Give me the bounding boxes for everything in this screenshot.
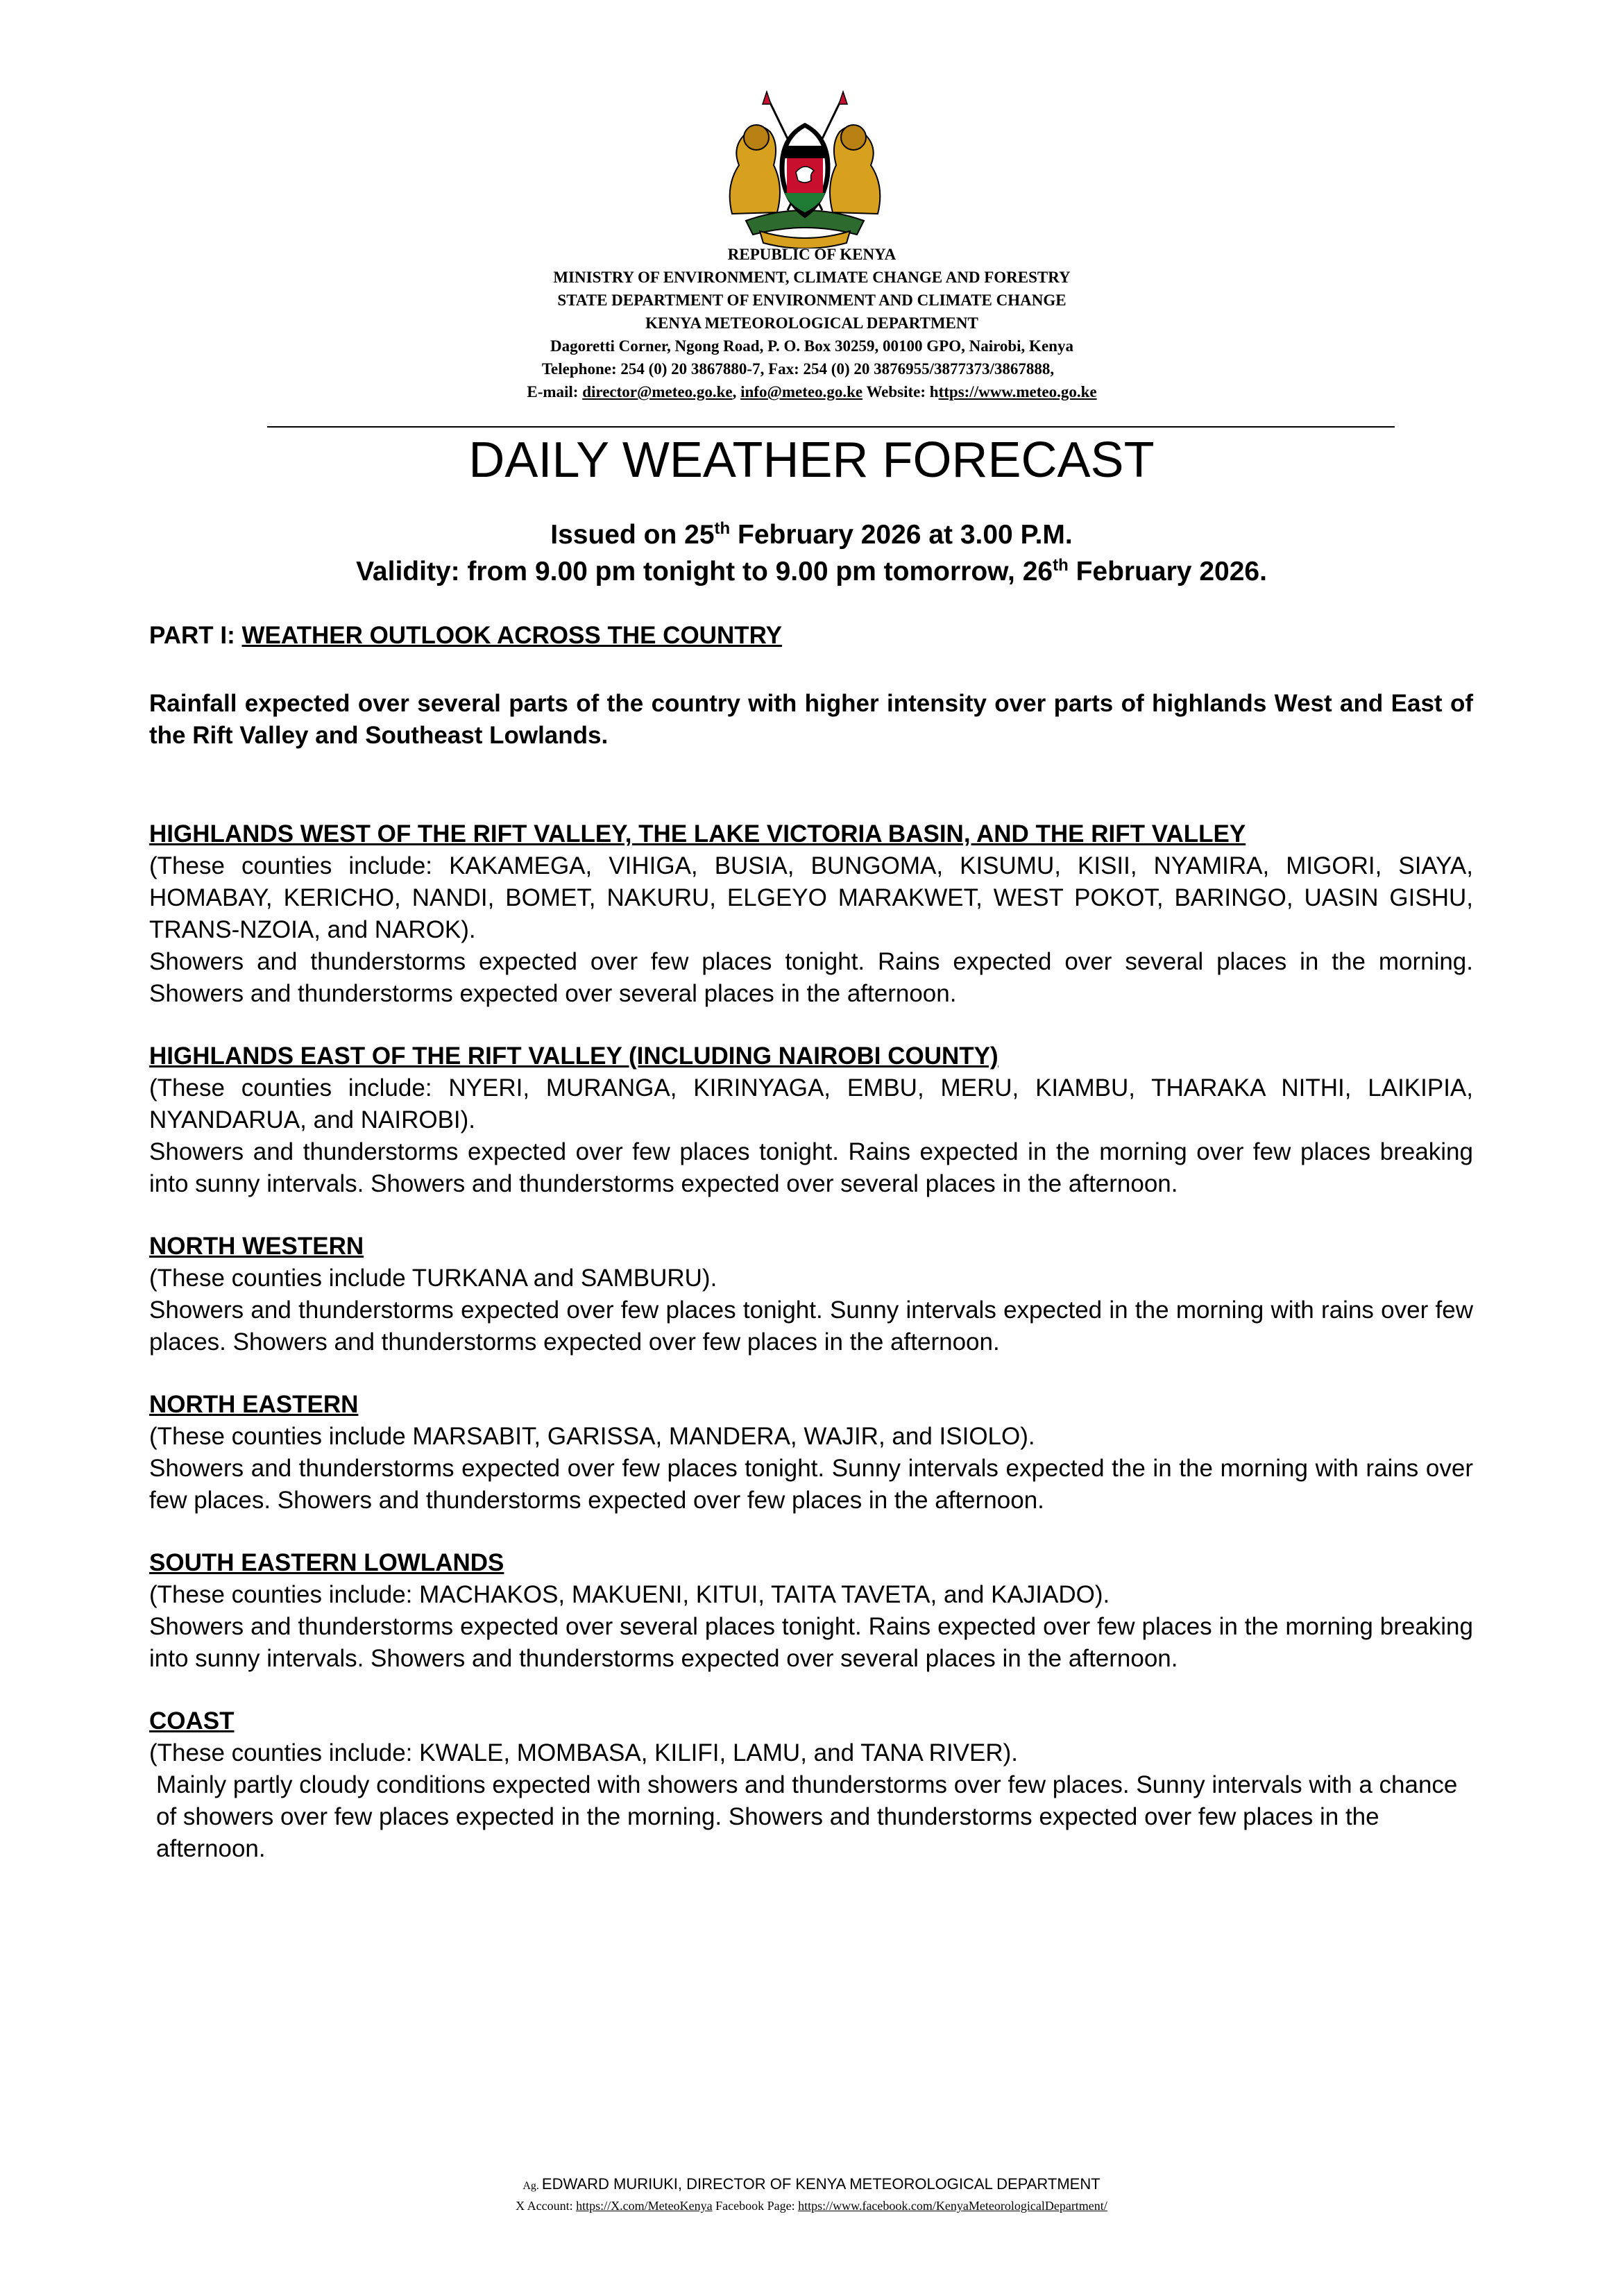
region-heading: HIGHLANDS WEST OF THE RIFT VALLEY, THE LAKE VICTORIA BASIN, AND THE RIFT VALLEY <box>149 820 1246 847</box>
header-divider <box>267 426 1395 428</box>
region-forecast: Showers and thunderstorms expected over few places tonight. Sunny intervals expected in the morning with rains over few places. Showers and thunderstorms expected over few places in the afternoon. <box>149 1297 1473 1356</box>
region-section-east-highlands <box>149 1040 1473 1200</box>
region-counties: (These counties include TURKANA and SAMBURU). <box>149 1265 717 1292</box>
signatory: Ag. EDWARD MURIUKI, DIRECTOR OF KENYA METEOROLOGICAL DEPARTMENT <box>522 2175 1101 2193</box>
region-counties: (These counties include: MACHAKOS, MAKUENI, KITUI, TAITA TAVETA, and KAJIADO). <box>149 1581 1110 1608</box>
letterhead-telephone: Telephone: 254 (0) 20 3867880-7, Fax: 254 (0) 20 3876955/3877373/3867888, <box>541 360 1055 378</box>
region-forecast: Showers and thunderstorms expected over several places tonight. Rains expected over few places in the morning breaking into sunny intervals. Showers and thunderstorms expected over several places in the afternoon. <box>149 1613 1473 1672</box>
facebook-link[interactable]: https://www.facebook.com/KenyaMeteorologicalDepartment/ <box>798 2199 1107 2213</box>
region-section-south-eastern <box>149 1547 1473 1675</box>
region-forecast: Mainly partly cloudy conditions expected with showers and thunderstorms over few places. Sunny intervals with a chance of showers over few places expected in the morning. Showers and thunderstorms expected over few places in the afternoon. <box>156 1771 1458 1862</box>
email-label: E-mail: <box>527 383 579 400</box>
letterhead-state-department: STATE DEPARTMENT OF ENVIRONMENT AND CLIMATE CHANGE <box>557 292 1067 309</box>
coat-of-arms-emblem <box>718 89 892 248</box>
forecast-body <box>149 620 1473 1896</box>
x-account-label: X Account: <box>516 2199 577 2213</box>
region-heading: HIGHLANDS EAST OF THE RIFT VALLEY (INCLUDING NAIROBI COUNTY) <box>149 1043 999 1070</box>
email-link-director[interactable]: director@meteo.go.ke <box>582 383 733 400</box>
validity-line: Validity: from 9.00 pm tonight to 9.00 pm tomorrow, 26th February 2026. <box>356 556 1267 586</box>
page-title: DAILY WEATHER FORECAST <box>468 432 1155 488</box>
region-heading: SOUTH EASTERN LOWLANDS <box>149 1549 504 1576</box>
issue-details <box>0 516 1623 590</box>
facebook-label: Facebook Page: <box>712 2199 799 2213</box>
letterhead-address: Dagoretti Corner, Ngong Road, P. O. Box 30259, 00100 GPO, Nairobi, Kenya <box>550 337 1073 355</box>
letterhead <box>389 243 1235 403</box>
issued-line: Issued on 25th February 2026 at 3.00 P.M. <box>550 519 1073 550</box>
region-counties: (These counties include: NYERI, MURANGA, KIRINYAGA, EMBU, MERU, KIAMBU, THARAKA NITHI, LAIKIPIA, NYANDARUA, and NAIROBI). <box>149 1074 1473 1133</box>
region-heading: NORTH EASTERN <box>149 1391 359 1418</box>
website-link[interactable]: ttps://www.meteo.go.ke <box>938 383 1097 400</box>
email-link-info[interactable]: info@meteo.go.ke <box>740 383 863 400</box>
region-forecast: Showers and thunderstorms expected over few places tonight. Sunny intervals expected the in the morning with rains over few places. Showers and thunderstorms expected over few places in the afternoon. <box>149 1455 1473 1514</box>
region-section-north-eastern <box>149 1389 1473 1517</box>
region-heading: NORTH WESTERN <box>149 1233 364 1260</box>
region-counties: (These counties include MARSABIT, GARISSA, MANDERA, WAJIR, and ISIOLO). <box>149 1423 1035 1450</box>
social-links <box>0 2197 1623 2215</box>
letterhead-ministry: MINISTRY OF ENVIRONMENT, CLIMATE CHANGE AND FORESTRY <box>553 269 1071 286</box>
region-section-coast <box>149 1705 1473 1865</box>
letterhead-department: KENYA METEOROLOGICAL DEPARTMENT <box>645 314 978 332</box>
region-forecast: Showers and thunderstorms expected over few places tonight. Rains expected in the morning over few places breaking into sunny intervals. Showers and thunderstorms expected over several places in the afternoon. <box>149 1138 1473 1197</box>
region-counties: (These counties include: KAKAMEGA, VIHIGA, BUSIA, BUNGOMA, KISUMU, KISII, NYAMIRA, MIGORI, SIAYA, HOMABAY, KERICHO, NANDI, BOMET, NAKURU, ELGEYO MARAKWET, WEST POKOT, BARINGO, UASIN GISHU, TRANS-NZOIA, and NAROK). <box>149 852 1473 943</box>
outlook-summary: Rainfall expected over several parts of the country with higher intensity over parts of highlands West and East of the Rift Valley and Southeast Lowlands. <box>149 690 1473 749</box>
region-section-west-highlands <box>149 818 1473 1010</box>
letterhead-republic: REPUBLIC OF KENYA <box>727 246 897 263</box>
x-account-link[interactable]: https://X.com/MeteoKenya <box>576 2199 713 2213</box>
footer <box>0 2174 1623 2215</box>
region-counties: (These counties include: KWALE, MOMBASA, KILIFI, LAMU, and TANA RIVER). <box>149 1739 1019 1766</box>
region-section-north-western <box>149 1231 1473 1358</box>
website-label: Website: h <box>866 383 939 400</box>
part-one-heading: PART I: WEATHER OUTLOOK ACROSS THE COUNTRY <box>149 622 782 649</box>
region-forecast: Showers and thunderstorms expected over few places tonight. Rains expected over several places in the morning. Showers and thunderstorms expected over several places in the afternoon. <box>149 948 1473 1007</box>
region-heading: COAST <box>149 1707 235 1734</box>
letterhead-contacts: E-mail: director@meteo.go.ke, info@meteo.go.ke Website: https://www.meteo.go.ke <box>527 383 1097 400</box>
